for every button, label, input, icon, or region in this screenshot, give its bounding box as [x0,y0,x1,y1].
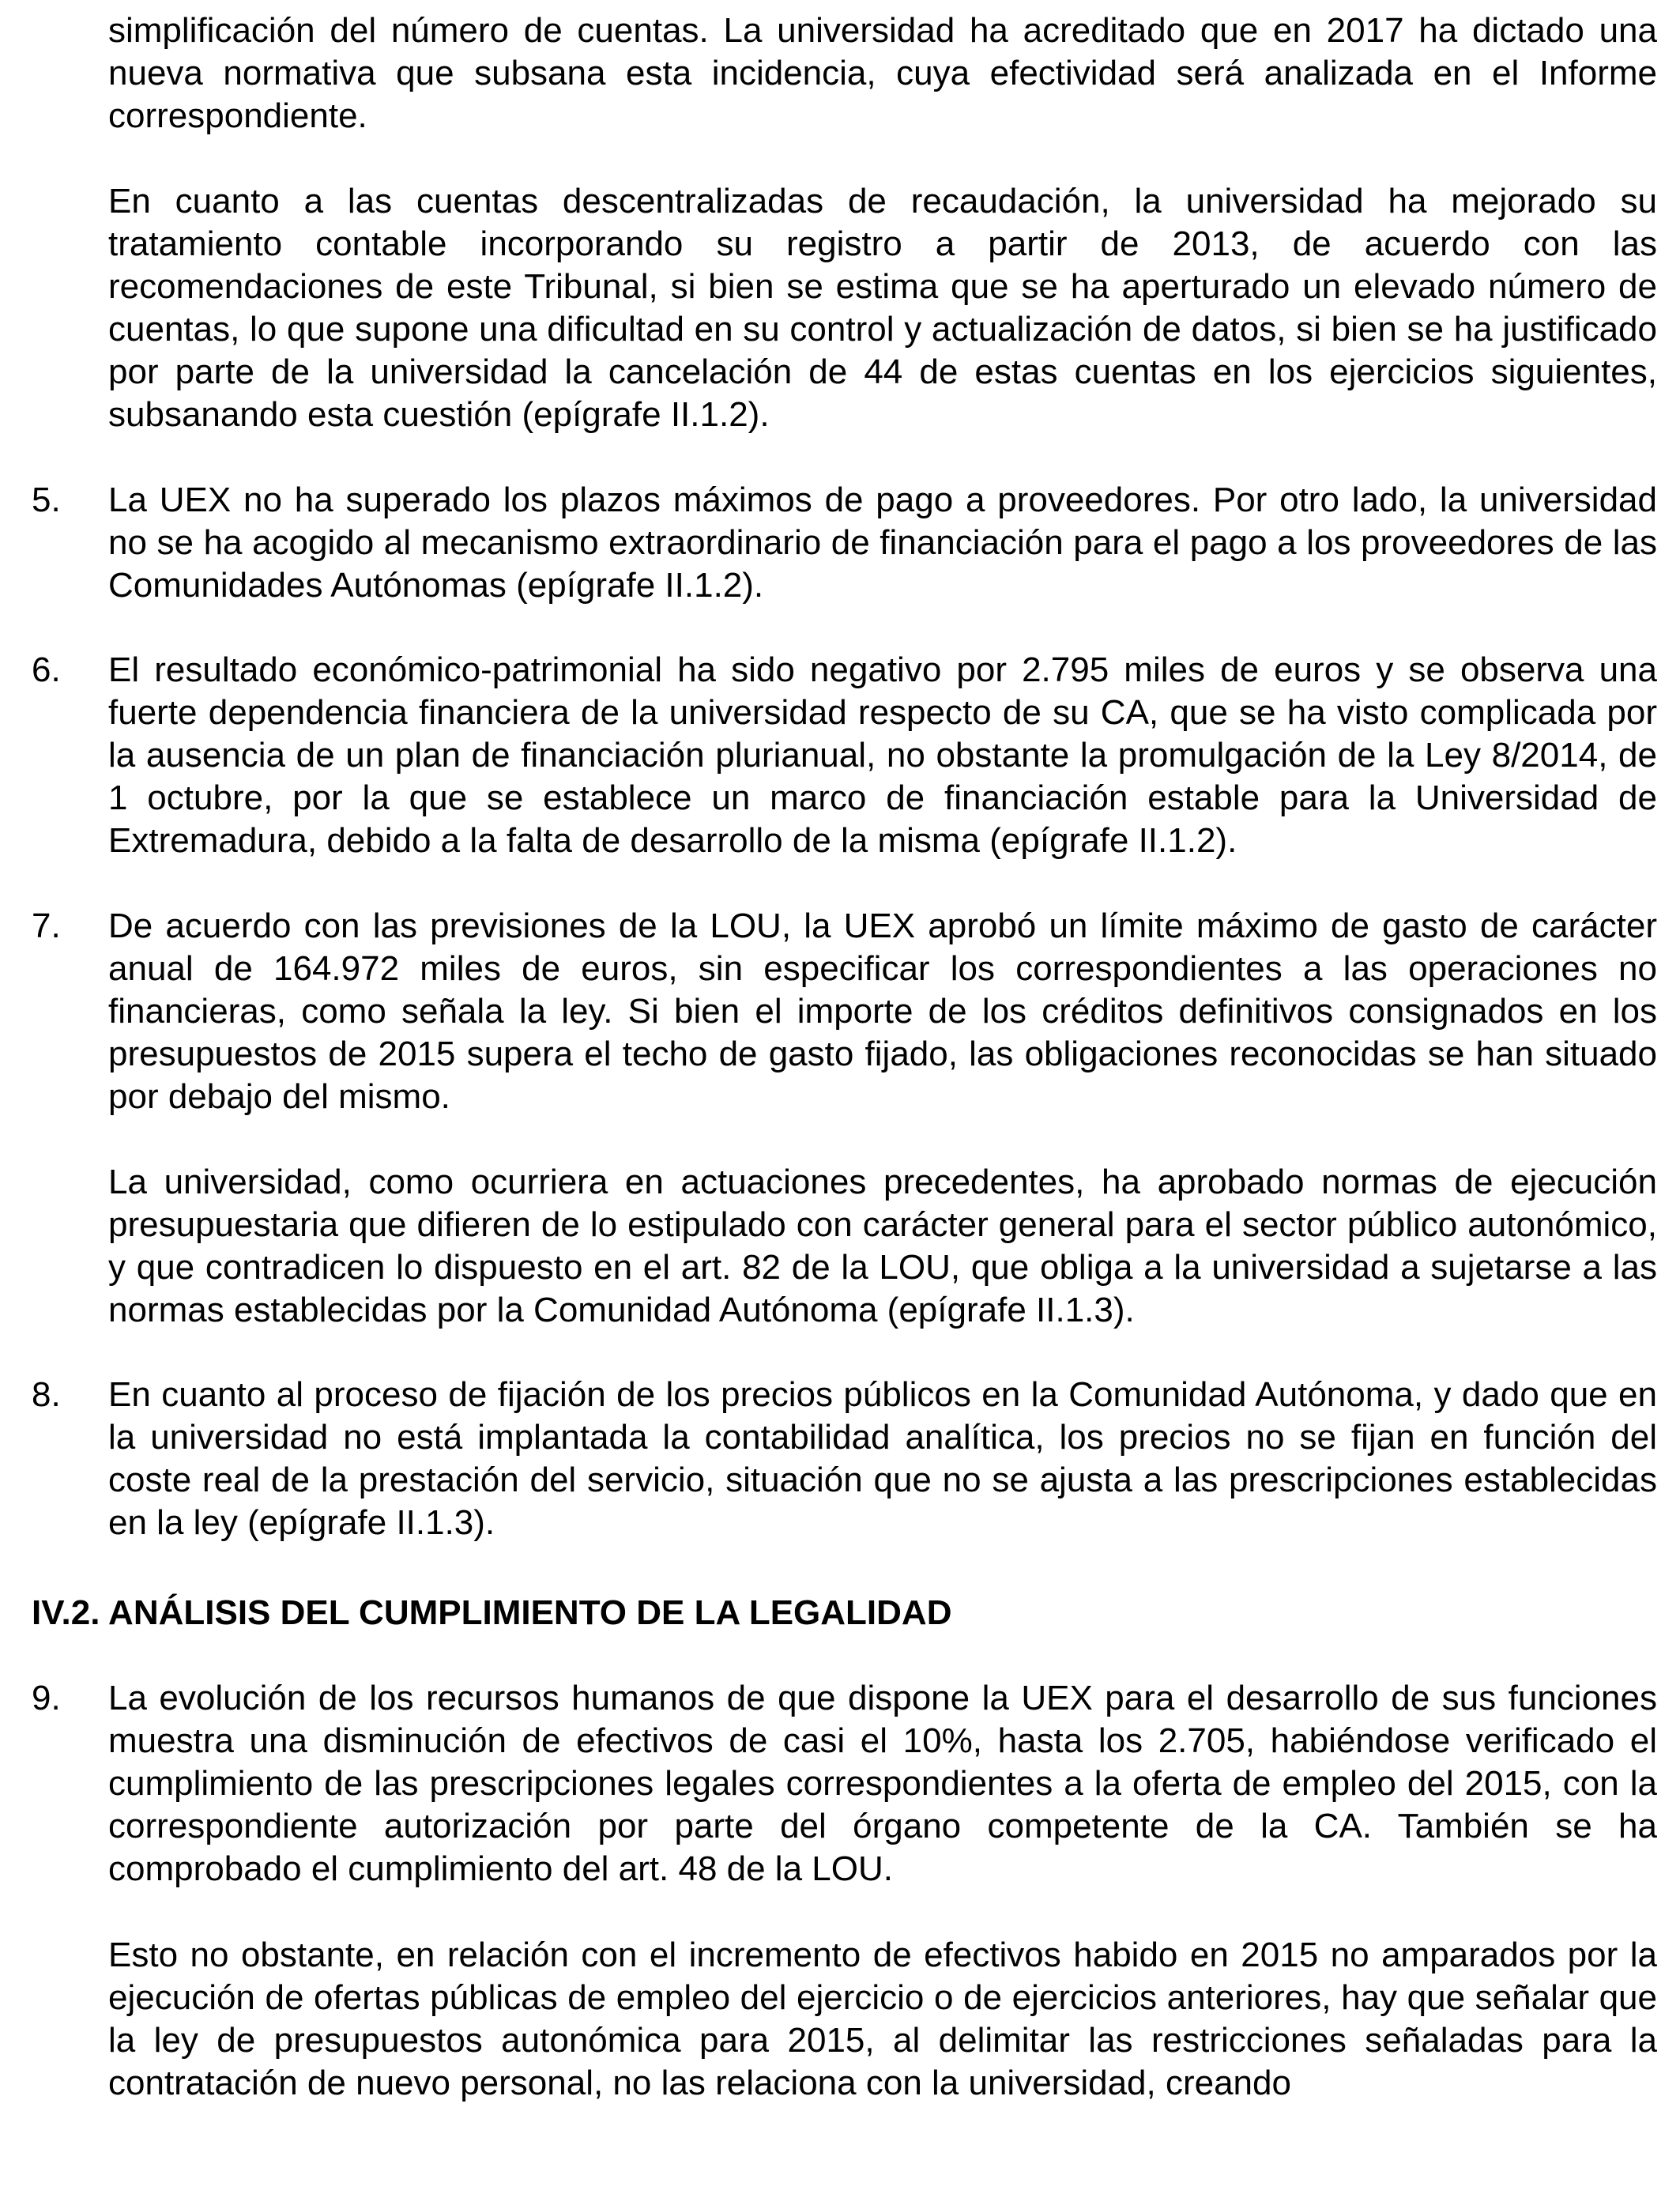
paragraph-item-8: En cuanto al proceso de fijación de los precios públicos en la Comunidad Autónoma, y dado que en la universidad no está implantada la contabilidad analítica, los precios no se fijan en función del coste real de la prestación del servicio, situación que no se ajusta a las prescripciones establecidas en la ley (epígrafe II.1.3). [108,1375,1657,1542]
paragraph-item-9: La evolución de los recursos humanos de que dispone la UEX para el desarrollo de sus funciones muestra una disminución de efectivos de casi el 10%, hasta los 2.705, habiéndose verificado el cumplimiento de las prescripciones legales correspondientes a la oferta de empleo del 2015, con la correspondiente autorización por parte del órgano competente de la CA. También se ha comprobado el cumplimiento del art. 48 de la LOU. [108,1679,1657,1888]
paragraph-item-6: El resultado económico-patrimonial ha sido negativo por 2.795 miles de euros y se observa una fuerte dependencia financiera de la universidad respecto de su CA, que se ha visto complicada por la ausencia de un plan de financiación plurianual, no obstante la promulgación de la Ley 8/2014, de 1 octubre, por la que se establece un marco de financiación estable para la Universidad de Extremadura, debido a la falta de desarrollo de la misma (epígrafe II.1.2). [108,650,1657,860]
section-heading: IV.2. ANÁLISIS DEL CUMPLIMIENTO DE LA LEGALIDAD [32,1593,952,1632]
paragraph-budget-rules: La universidad, como ocurriera en actuaciones precedentes, ha aprobado normas de ejecución presupuestaria que difieren de lo estipulado con carácter general para el sector público autonómico, y que contradicen lo dispuesto en el art. 82 de la LOU, que obliga a la universidad a sujetarse a las normas establecidas por la Comunidad Autónoma (epígrafe II.1.3). [108,1163,1657,1329]
paragraph-item-7: De acuerdo con las previsiones de la LOU, la UEX aprobó un límite máximo de gasto de carácter anual de 164.972 miles de euros, sin especificar los correspondientes a las operaciones no financieras, como señala la ley. Si bien el importe de los créditos definitivos consignados en los presupuestos de 2015 supera el techo de gasto fijado, las obligaciones reconocidas se han situado por debajo del mismo. [108,907,1657,1116]
paragraph-item-5: La UEX no ha superado los plazos máximos de pago a proveedores. Por otro lado, la universidad no se ha acogido al mecanismo extraordinario de financiación para el pago a los proveedores de las Comunidades Autónomas (epígrafe II.1.2). [108,481,1657,605]
item-number-5: 5. [32,481,61,519]
paragraph-continuation: simplificación del número de cuentas. La universidad ha acreditado que en 2017 ha dictado una nueva normativa que subsana esta incidencia, cuya efectividad será analizada en el Informe correspondiente. [108,11,1657,135]
item-number-6: 6. [32,650,61,689]
item-number-9: 9. [32,1679,61,1717]
paragraph-staff-increase: Esto no obstante, en relación con el incremento de efectivos habido en 2015 no amparados por la ejecución de ofertas públicas de empleo del ejercicio o de ejercicios anteriores, hay que señalar que la ley de presupuestos autonómica para 2015, al delimitar las restricciones señaladas para la contratación de nuevo personal, no las relaciona con la universidad, creando [108,1936,1657,2102]
paragraph-decentralized-accounts: En cuanto a las cuentas descentralizadas de recaudación, la universidad ha mejorado su tratamiento contable incorporando su registro a partir de 2013, de acuerdo con las recomendaciones de este Tribunal, si bien se estima que se ha aperturado un elevado número de cuentas, lo que supone una dificultad en su control y actualización de datos, si bien se ha justificado por parte de la universidad la cancelación de 44 de estas cuentas en los ejercicios siguientes, subsanando esta cuestión (epígrafe II.1.2). [108,182,1657,434]
item-number-8: 8. [32,1375,61,1414]
item-number-7: 7. [32,907,61,945]
